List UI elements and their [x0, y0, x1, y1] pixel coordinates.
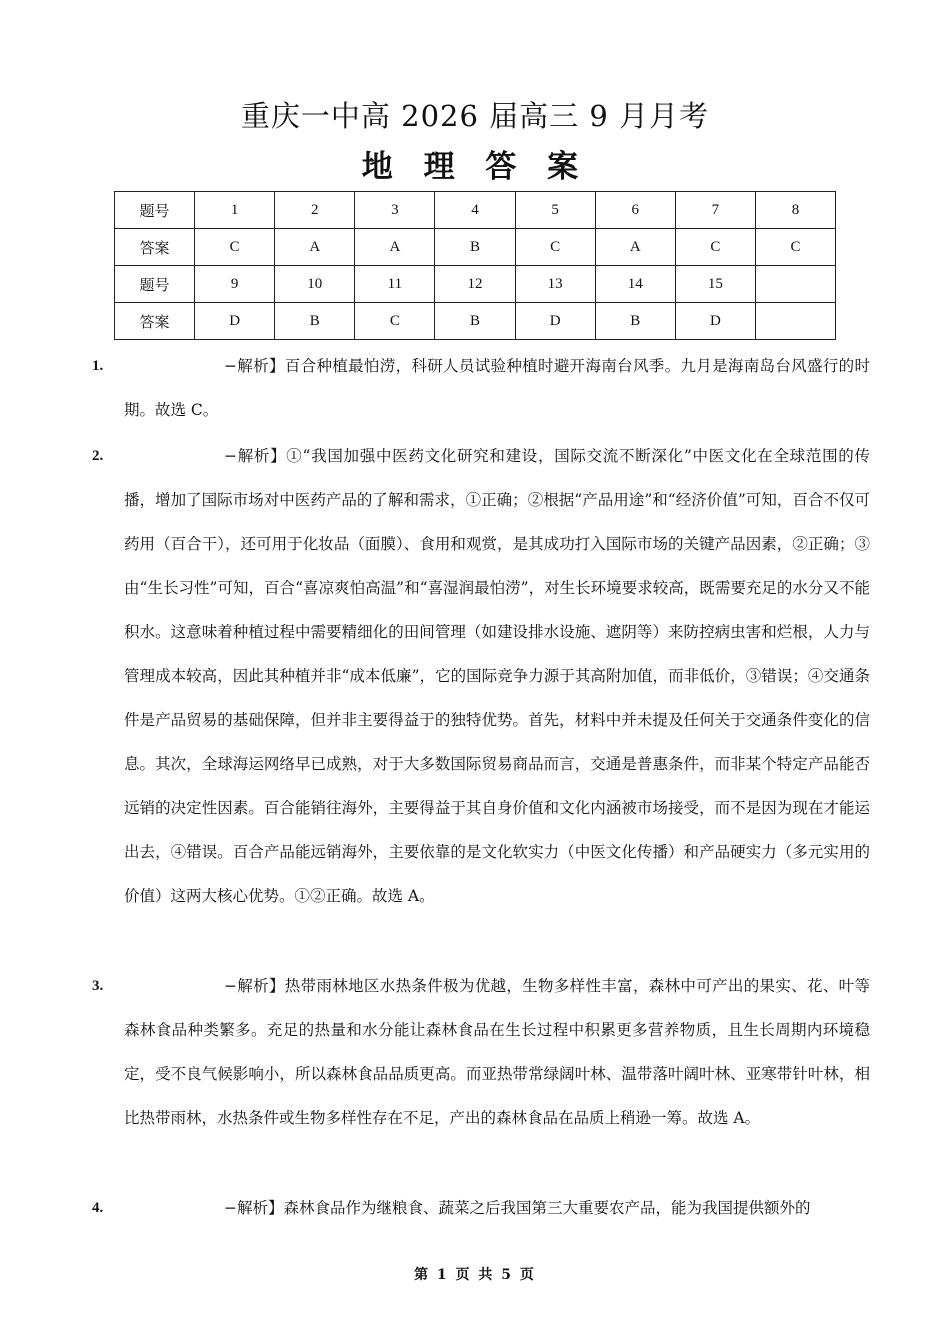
table-cell: 8: [755, 192, 835, 229]
table-cell: 9: [195, 266, 275, 303]
table-cell: 4: [435, 192, 515, 229]
table-cell: 12: [435, 266, 515, 303]
table-cell: 7: [675, 192, 755, 229]
question-explanation: −解析】森林食品作为继粮食、蔬菜之后我国第三大重要农产品，能为我国提供额外的: [224, 1199, 811, 1217]
table-cell: 10: [275, 266, 355, 303]
table-row: [115, 229, 836, 266]
table-cell: C: [515, 229, 595, 266]
table-cell: 5: [515, 192, 595, 229]
table-cell: 11: [355, 266, 435, 303]
question-number: 4.: [92, 1200, 104, 1216]
table-cell: C: [675, 229, 755, 266]
table-cell: B: [435, 303, 515, 340]
table-cell: D: [675, 303, 755, 340]
question-2: [92, 434, 870, 918]
table-cell: C: [755, 229, 835, 266]
question-explanation: −解析】热带雨林地区水热条件极为优越，生物多样性丰富，森林中可产出的果实、花、叶等森林食品种类繁多。充足的热量和水分能让森林食品在生长过程中积累更多营养物质，且生长周期内环境稳定，受不良气候影响小，所以森林食品品质更高。而亚热带常绿阔叶林、温带落叶阔叶林、亚寒带针叶林，相比热带雨林，水热条件或生物多样性存在不足，产出的森林食品在品质上稍逊一筹。故选 A。: [124, 977, 870, 1127]
table-cell: C: [195, 229, 275, 266]
table-cell: 6: [595, 192, 675, 229]
question-number: 1.: [92, 358, 104, 374]
page-subtitle: 地 理 答 案: [361, 149, 589, 185]
table-cell: B: [275, 303, 355, 340]
table-cell: [755, 266, 835, 303]
question-explanation: −解析】百合种植最怕涝，科研人员试验种植时避开海南台风季。九月是海南岛台风盛行的时期。故选 C。: [124, 357, 870, 419]
table-cell: C: [355, 303, 435, 340]
table-cell: D: [195, 303, 275, 340]
table-cell: 15: [675, 266, 755, 303]
question-number: 2.: [92, 448, 104, 464]
table-cell: B: [595, 303, 675, 340]
table-cell: 1: [195, 192, 275, 229]
table-cell: A: [595, 229, 675, 266]
table-row: [115, 192, 836, 229]
table-row-header: 答案: [115, 303, 195, 340]
page-title: 重庆一中高 2026 届高三 9 月月考: [240, 99, 710, 133]
table-row: [115, 303, 836, 340]
table-cell: 2: [275, 192, 355, 229]
table-row-header: 答案: [115, 229, 195, 266]
table-cell: A: [275, 229, 355, 266]
answer-table: [114, 191, 836, 340]
table-row: [115, 266, 836, 303]
question-3: [92, 964, 870, 1140]
question-1: [92, 344, 870, 432]
table-cell: 3: [355, 192, 435, 229]
table-cell: A: [355, 229, 435, 266]
table-cell: D: [515, 303, 595, 340]
question-4: [92, 1186, 870, 1230]
table-cell: [755, 303, 835, 340]
question-number: 3.: [92, 978, 104, 994]
table-cell: 13: [515, 266, 595, 303]
table-cell: 14: [595, 266, 675, 303]
table-row-header: 题号: [115, 266, 195, 303]
page-footer: 第 1 页 共 5 页: [414, 1267, 536, 1283]
table-cell: B: [435, 229, 515, 266]
table-row-header: 题号: [115, 192, 195, 229]
question-explanation: −解析】①“我国加强中医药文化研究和建设，国际交流不断深化”中医文化在全球范围的传播，增加了国际市场对中医药产品的了解和需求，①正确；②根据“产品用途”和“经济价值”可知，百合不仅可药用（百合干），还可用于化妆品（面膜）、食用和观赏，是其成功打入国际市场的关键产品因素，②正确；③由“生长习性”可知，百合“喜凉爽怕高温”和“喜湿润最怕涝”，对生长环境要求较高，既需要充足的水分又不能积水。这意味着种植过程中需要精细化的田间管理（如建设排水设施、遮阴等）来防控病虫害和烂根，人力与管理成本较高，因此其种植并非“成本低廉”，它的国际竞争力源于其高附加值，而非低价，③错误；④交通条件是产品贸易的基础保障，但并非主要得益于的独特优势。首先，材料中并未提及任何关于交通条件变化的信息。其次，全球海运网络早已成熟，对于大多数国际贸易商品而言，交通是普惠条件，而非某个特定产品能否远销的决定性因素。百合能销往海外，主要得益于其自身价值和文化内涵被市场接受，而不是因为现在才能运出去，④错误。百合产品能远销海外，主要依靠的是文化软实力（中医文化传播）和产品硬实力（多元实用的价值）这两大核心优势。①②正确。故选 A。: [124, 447, 870, 905]
